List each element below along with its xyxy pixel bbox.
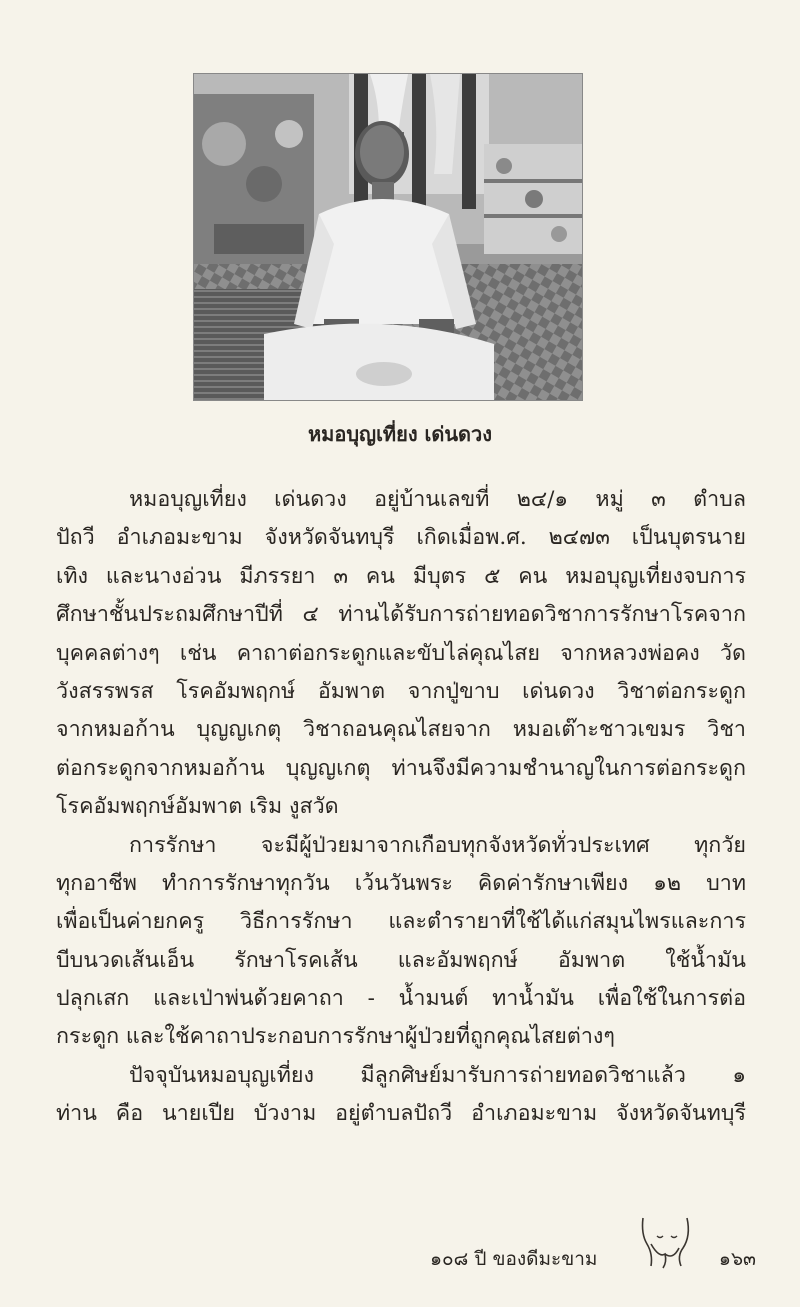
text-line: เทิง และนางอ่วน มีภรรยา ๓ คน มีบุตร ๕ คน หมอบุญเที่ยงจบการ <box>56 563 746 589</box>
text-line: ศึกษาชั้นประถมศึกษาปีที่ ๔ ท่านได้รับการถ่ายทอดวิชาการรักษาโรคจาก <box>56 602 746 628</box>
text-line: ต่อกระดูกจากหมอก้าน บุญญเกตุ ท่านจึงมีความชำนาญในการต่อกระดูก <box>56 755 746 781</box>
page-number: ๑๖๓ <box>718 1248 756 1270</box>
paragraph-2 <box>56 827 746 1057</box>
text-line: จากหมอก้าน บุญญเกตุ วิชาถอนคุณไสยจาก หมอเต๊าะชาวเขมร วิชา <box>56 717 746 743</box>
text-line: กระดูก และใช้คาถาประกอบการรักษาผู้ป่วยที่ถูกคุณไสยต่างๆ <box>56 1024 615 1050</box>
text-line: ปัถวี อำเภอมะขาม จังหวัดจันทบุรี เกิดเมื่อพ.ศ. ๒๔๗๓ เป็นบุตรนาย <box>56 525 746 551</box>
page-footer <box>430 1238 760 1278</box>
book-title: ๑๐๘ ปี ของดีมะขาม <box>430 1248 598 1270</box>
text-line: ทุกอาชีพ ทำการรักษาทุกวัน เว้นวันพระ คิดค่ารักษาเพียง ๑๒ บาท <box>56 870 746 896</box>
text-line: ปัจจุบันหมอบุญเที่ยง มีลูกศิษย์มารับการถ่ายทอดวิชาแล้ว ๑ <box>129 1062 746 1088</box>
text-line: เพื่อเป็นค่ายกครู วิธีการรักษา และตำรายาที่ใช้ได้แก่สมุนไพรและการ <box>56 909 746 935</box>
text-line: หมอบุญเที่ยง เด่นดวง อยู่บ้านเลขที่ ๒๔/๑ หมู่ ๓ ตำบล <box>129 487 746 512</box>
text-line: ปลุกเสก และเป่าพ่นด้วยคาถา - น้ำมนต์ ทาน้ำมัน เพื่อใช้ในการต่อ <box>56 986 746 1012</box>
body-text <box>56 481 746 1134</box>
paragraph-3 <box>56 1057 746 1134</box>
text-line: โรคอัมพฤกษ์อัมพาต เริม งูสวัด <box>56 794 339 820</box>
elephant-head-icon <box>637 1214 693 1270</box>
text-line: ท่าน คือ นายเปีย บัวงาม อยู่ตำบลปัถวี อำเภอมะขาม จังหวัดจันทบุรี <box>56 1101 746 1127</box>
paragraph-1 <box>56 481 746 827</box>
photo-caption: หมอบุญเที่ยง เด่นดวง <box>307 422 493 446</box>
text-line: บุคคลต่างๆ เช่น คาถาต่อกระดูกและขับไล่คุณไสย จากหลวงพ่อคง วัด <box>56 640 746 666</box>
text-line: การรักษา จะมีผู้ป่วยมาจากเกือบทุกจังหวัดทั่วประเทศ ทุกวัย <box>129 832 746 858</box>
text-line: วังสรรพรส โรคอัมพฤกษ์ อัมพาต จากปู่ขาบ เด่นดวง วิชาต่อกระดูก <box>56 678 746 704</box>
text-line: บีบนวดเส้นเอ็น รักษาโรคเส้น และอัมพฤกษ์ อัมพาต ใช้น้ำมัน <box>56 947 746 973</box>
portrait-photo <box>193 73 583 401</box>
